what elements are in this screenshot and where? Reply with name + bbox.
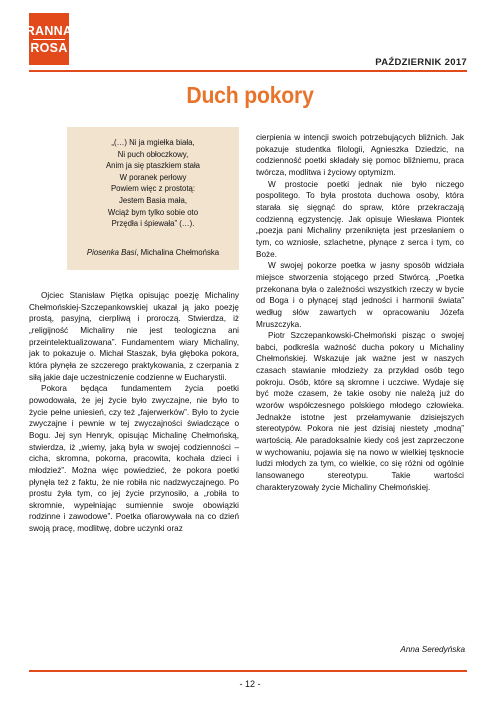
poem-lines	[67, 137, 239, 230]
poem-line: „(…) Ni ja mgiełka biała,	[111, 138, 195, 147]
header-rule	[29, 70, 467, 72]
poem-line: Przędła i śpiewała” (…).	[111, 219, 195, 229]
paragraph: W swojej pokorze poetka w jasny sposób widziała miejsce stworzenia stojącego przed Stwórcą. „Poetka przekonana była o zależności wszystkich rzeczy w bycie od Boga i o płynącej stąd jedności i harmonii świata” według słów zawartych w opracowaniu Józefa Mruszczyka.	[256, 261, 464, 329]
paragraph: Ojciec Stanisław Piętka opisując poezję Michaliny Chełmońskiej-Szczepankowskiej ukazał ją jako poezję prostą, pasyjną, cierpliwą i proroczą. Stwierdza, iż „religijność Michaliny nie jest teologiczna ani przeintelektualizowana”. Fundamentem wiary Michaliny, jak to pokazuje o. Michał Staszak, była głęboka pokora, która płynęła ze szczerego praktykowania, z czerpania z siłą jakie daje uczestniczenie codzienne w Eucharystii.	[29, 291, 239, 382]
paragraph: Piotr Szczepankowski-Chełmoński pisząc o swojej babci, podkreśla ważność ducha pokory u Michaliny Chełmońskiej. Wskazuje jak ważne jest w naszych czasach stawianie młodzieży za przykład osób tego pokroju. Osób, które są skromne i uczciwe. Wydaje się być może czasem, że takie osoby nie należą już do wzorów współczesnego polskiego młodego człowieka. Jednakże istotne jest przełamywanie dzisiejszych stereotypów. Pokora nie jest dzisiaj niestety „modną” wartością. Ale paradoksalnie kiedy coś jest zaprzeczone w wychowaniu, pojawia się na nowo w wielkiej tęsknocie ludzi młodych za tym, co wielkie, co się różni od ogólnie lansowanego stereotypu. Takie wartości charakteryzowały życie Michaliny Chełmońskiej.	[256, 331, 464, 492]
paragraph: Pokora będąca fundamentem życia poetki powodowała, że jej życie było zwyczajne, nie było to życie pełne uniesień, czy też „fajerwerków”. Było to życie zwyczajne i pewnie w tej zwyczajności świadczące o Bogu. Jej syn Henryk, opisując Michalinę Chełmońską, stwierdza, iż „wiemy, jaką była w swojej codzienności – cicha, skromna, pokorna, pracowita, kochała dzieci i młodzież”. Można więc powiedzieć, że pokora poetki płynęła też z faktu, że nie robiła nic nadzwyczajnego. Po prostu żyła tym, co jej życie przynosiło, a „robiła to skromnie, wypełniając sumiennie swoje obowiązki rodzinne i zawodowe”. Poetka ofiarowywała na co dzień swoją pracę, modlitwę, dobre uczynki oraz	[29, 384, 239, 534]
right-column	[256, 132, 464, 493]
paragraph: cierpienia w intencji swoich potrzebujących bliźnich. Jak pokazuje studentka filologii, Agnieszka Dziedzic, na codzienność poetki składały się pomoc bliźniemu, praca twórcza, modlitwa i życiowy optymizm.	[256, 133, 464, 177]
paragraph: W prostocie poetki jednak nie było niczego pospolitego. To była prostota duchowa osoby, która starała się sięgnąć do spraw, które przekraczają codzienną egzystencję. Jak opisuje Wiesława Piontek „poezja pani Michaliny przeniknięta jest przesłaniem o tym, co wzniosłe, szlachetne, płynące z serca i tym, co Boże.	[256, 179, 464, 259]
poem-source-author: , Michalina Chełmońska	[136, 248, 220, 257]
issue-month: PAŹDZIERNIK 2017	[375, 57, 467, 68]
logo-line-1: RANNA	[25, 23, 73, 38]
poem-quote-box	[67, 127, 239, 270]
logo-line-2: ROSA	[30, 40, 68, 55]
author-signature: Anna Seredyńska	[400, 645, 465, 654]
article-title: Duch pokory	[186, 82, 314, 108]
magazine-logo	[25, 13, 73, 65]
page-number: - 12 -	[239, 679, 261, 689]
poem-line: Ni puch obłoczkowy,	[117, 149, 189, 159]
footer-rule	[29, 670, 467, 672]
poem-line: W poranek perłowy	[119, 172, 187, 182]
poem-line: Jestem Basia mała,	[118, 195, 188, 205]
left-column	[29, 290, 239, 535]
poem-source	[67, 247, 239, 259]
poem-source-title: Piosenka Basi	[86, 248, 137, 257]
poem-line: Powiem więc z prostotą:	[110, 184, 196, 194]
poem-line: Wciąż bym tylko sobie oto	[107, 207, 199, 217]
poem-line: Anim ja się ptaszkiem stała	[105, 161, 201, 171]
logo-divider	[33, 39, 65, 40]
